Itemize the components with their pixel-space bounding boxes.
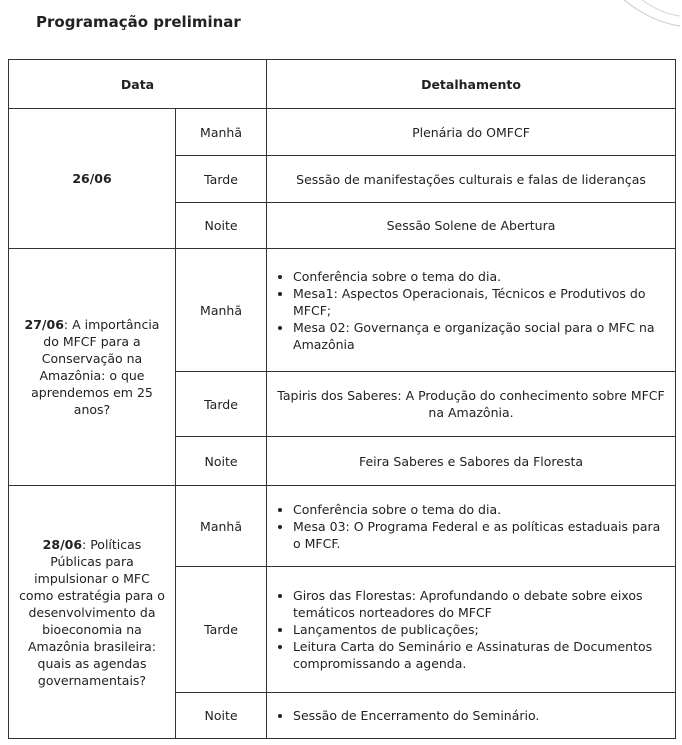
table-row bbox=[9, 109, 676, 156]
list-item: • Mesa 02: Governança e organização social para o MFC na Amazônia bbox=[293, 319, 667, 353]
detail-cell bbox=[267, 567, 676, 693]
period-cell: Tarde bbox=[176, 567, 267, 693]
list-item: • Leitura Carta do Seminário e Assinaturas de Documentos compromissando a agenda. bbox=[293, 638, 667, 672]
detail-cell bbox=[267, 249, 676, 372]
detail-cell bbox=[267, 486, 676, 567]
period-cell: Tarde bbox=[176, 156, 267, 203]
day-date: 26/06 bbox=[72, 171, 112, 186]
day-cell-26-06 bbox=[9, 109, 176, 249]
day-date: 27/06 bbox=[24, 317, 64, 332]
period-cell: Tarde bbox=[176, 372, 267, 437]
list-item: • Conferência sobre o tema do dia. bbox=[293, 501, 667, 518]
period-cell: Manhã bbox=[176, 486, 267, 567]
period-cell: Manhã bbox=[176, 249, 267, 372]
header-date: Data bbox=[9, 60, 267, 109]
detail-cell: Feira Saberes e Sabores da Floresta bbox=[267, 437, 676, 486]
bullet-list bbox=[275, 501, 667, 552]
day-cell-28-06 bbox=[9, 486, 176, 739]
table-row bbox=[9, 486, 676, 567]
header-detail: Detalhamento bbox=[267, 60, 676, 109]
period-cell: Noite bbox=[176, 693, 267, 739]
detail-cell: Tapiris dos Saberes: A Produção do conhecimento sobre MFCF na Amazônia. bbox=[267, 372, 676, 437]
list-item: • Conferência sobre o tema do dia. bbox=[293, 268, 667, 285]
day-theme: : Políticas Públicas para impulsionar o MFC como estratégia para o desenvolvimento da bioeconomia na Amazônia brasileira: quais as agendas governamentais? bbox=[19, 536, 165, 688]
period-cell: Noite bbox=[176, 203, 267, 249]
list-item: • Mesa1: Aspectos Operacionais, Técnicos e Produtivos do MFCF; bbox=[293, 285, 667, 319]
bullet-list bbox=[275, 587, 667, 672]
table-header-row bbox=[9, 60, 676, 109]
day-theme: : A importância do MFCF para a Conservação na Amazônia: o que aprendemos em 25 anos? bbox=[31, 317, 160, 417]
detail-cell: Sessão de manifestações culturais e falas de lideranças bbox=[267, 156, 676, 203]
period-cell: Noite bbox=[176, 437, 267, 486]
table-row bbox=[9, 249, 676, 372]
detail-cell bbox=[267, 693, 676, 739]
period-cell: Manhã bbox=[176, 109, 267, 156]
day-cell-27-06 bbox=[9, 249, 176, 486]
list-item: • Lançamentos de publicações; bbox=[293, 621, 667, 638]
list-item: • Mesa 03: O Programa Federal e as políticas estaduais para o MFCF. bbox=[293, 518, 667, 552]
list-item: • Giros das Florestas: Aprofundando o debate sobre eixos temáticos norteadores do MFCF bbox=[293, 587, 667, 621]
schedule-table bbox=[8, 59, 676, 739]
list-item: • Sessão de Encerramento do Seminário. bbox=[293, 707, 667, 724]
bullet-list bbox=[275, 268, 667, 353]
decorative-arc-graphic bbox=[622, 0, 682, 30]
detail-cell: Plenária do OMFCF bbox=[267, 109, 676, 156]
page-title: Programação preliminar bbox=[36, 13, 241, 31]
detail-cell: Sessão Solene de Abertura bbox=[267, 203, 676, 249]
bullet-list bbox=[275, 707, 667, 724]
day-date: 28/06 bbox=[42, 536, 83, 552]
